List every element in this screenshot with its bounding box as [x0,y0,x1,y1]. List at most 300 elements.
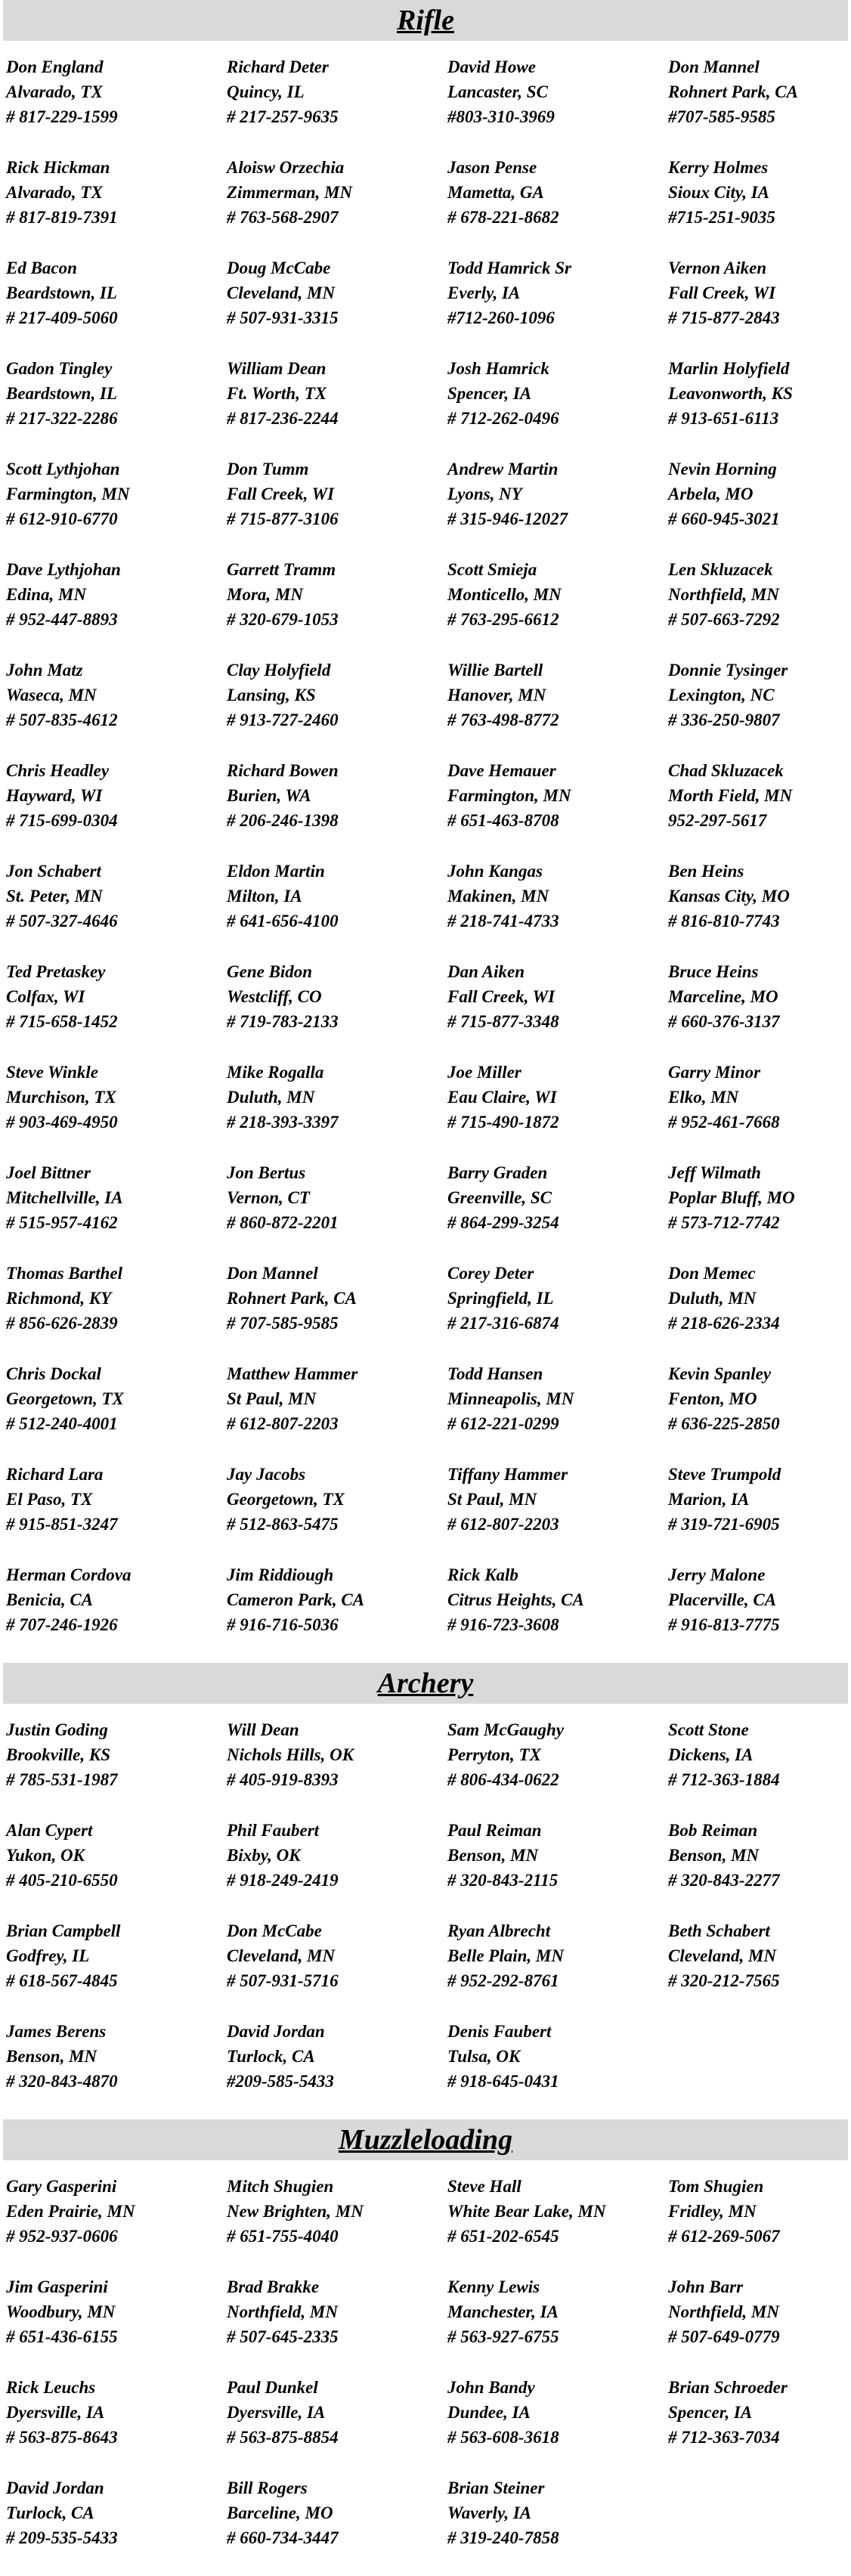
contact-entry [227,2174,447,2274]
contact-name: William Dean [227,359,326,378]
contact-phone: # 916-813-7775 [668,1615,780,1634]
contact-name: Kenny Lewis [447,2277,540,2296]
contact-phone: # 507-931-3315 [227,308,339,327]
contact-location: Everly, IA [447,283,521,302]
contact-entry [668,356,851,457]
contact-entry [668,1818,851,1918]
contact-location: Eden Prairie, MN [6,2202,135,2221]
contact-location: Fenton, MO [668,1389,757,1408]
contact-location: Duluth, MN [668,1289,757,1308]
contact-name: Barry Graden [447,1163,548,1182]
contact-name: Alan Cypert [6,1821,93,1840]
contact-location: Benson, MN [6,2047,97,2066]
contact-entry [227,255,447,356]
contact-entry [6,758,227,859]
contact-name: Paul Dunkel [227,2378,318,2397]
contact-name: Garrett Tramm [227,560,336,579]
contact-phone: # 507-663-7292 [668,610,780,629]
contact-entry [668,457,851,557]
contact-location: Dundee, IA [447,2403,531,2422]
contact-name: Eldon Martin [227,862,325,881]
contact-entry [6,1160,227,1261]
contact-location: Benson, MN [668,1846,760,1865]
contact-location: Beardstown, IL [6,283,117,302]
contact-location: Zimmerman, MN [227,183,353,202]
contact-name: Todd Hamrick Sr [447,259,572,277]
contact-phone: # 612-910-6770 [6,509,118,528]
contact-phone: # 563-608-3618 [447,2428,559,2447]
contact-location: Burien, WA [227,786,311,805]
contact-location: Colfax, WI [6,987,85,1006]
contact-name: Kerry Holmes [668,158,769,177]
contact-entry [447,1562,668,1663]
contact-phone: # 336-250-9807 [668,711,780,729]
contact-location: Vernon, CT [227,1188,310,1207]
contact-location: Bixby, OK [227,1846,301,1865]
contact-name: Don Memec [668,1264,756,1283]
contact-name: Beth Schabert [668,1921,770,1940]
contact-entry [447,1818,668,1918]
contact-phone: # 319-240-7858 [447,2528,559,2547]
contact-name: Scott Lythjohan [6,460,120,478]
contact-location: Belle Plain, MN [447,1946,564,1965]
contact-phone: # 952-292-8761 [447,1971,559,1990]
contact-name: Ted Pretaskey [6,962,106,981]
contact-phone: # 563-875-8643 [6,2428,118,2447]
contact-phone: # 817-819-7391 [6,208,118,227]
contact-phone: # 707-246-1926 [6,1615,118,1634]
contact-name: Garry Minor [668,1063,761,1082]
contact-location: Kansas City, MO [668,887,790,906]
contact-name: Brad Brakke [227,2277,320,2296]
contact-name: Don England [6,57,104,76]
contact-name: Willie Bartell [447,661,543,680]
contact-phone: #803-310-3969 [447,107,555,126]
contact-entry [668,1562,851,1663]
contact-name: Joe Miller [447,1063,521,1082]
contact-name: Mike Rogalla [227,1063,324,1082]
contact-name: Jerry Malone [668,1565,766,1584]
contact-location: Lyons, NY [447,485,522,503]
contact-phone: # 915-851-3247 [6,1515,118,1534]
contact-name: David Jordan [6,2478,104,2497]
contact-grid-muzzleloading [0,2160,851,2576]
contact-entry [227,1060,447,1160]
contact-entry [227,1361,447,1462]
contact-name: Sam McGaughy [447,1720,564,1739]
contact-name: Clay Holyfield [227,661,331,680]
contact-name: Corey Deter [447,1264,534,1283]
contact-location: Fall Creek, WI [447,987,555,1006]
contact-entry [227,1918,447,2019]
contact-name: Don Tumm [227,460,309,478]
contact-phone: # 719-783-2133 [227,1012,339,1031]
contact-phone: # 218-741-4733 [447,912,559,930]
contact-phone: # 320-843-4870 [6,2072,118,2091]
contact-location: Marceline, MO [668,987,778,1006]
contact-entry [6,557,227,658]
contact-name: Jeff Wilmath [668,1163,761,1182]
contact-entry [447,155,668,255]
contact-phone: # 573-712-7742 [668,1213,780,1232]
contact-location: Greenville, SC [447,1188,552,1207]
contact-entry [6,1918,227,2019]
contact-location: Yukon, OK [6,1846,85,1865]
contact-phone: # 913-727-2460 [227,711,339,729]
contact-phone: # 763-568-2907 [227,208,339,227]
contact-location: Westcliff, CO [227,987,322,1006]
contact-phone: #712-260-1096 [447,308,555,327]
contact-entry [6,1562,227,1663]
contact-location: Minneapolis, MN [447,1389,574,1408]
contact-phone: # 916-716-5036 [227,1615,339,1634]
contact-location: Lancaster, SC [447,82,548,101]
contact-location: St Paul, MN [447,1490,537,1509]
contact-name: Marlin Holyfield [668,359,790,378]
contact-entry [668,2375,851,2475]
contact-name: Tom Shugien [668,2177,764,2196]
contact-name: Brian Schroeder [668,2378,788,2397]
contact-phone: # 651-755-4040 [227,2227,339,2246]
contact-name: Josh Hamrick [447,359,549,378]
contact-phone: # 218-393-3397 [227,1113,339,1132]
contact-entry [227,557,447,658]
contact-entry [227,2475,447,2576]
contact-phone: # 952-447-8893 [6,610,118,629]
contact-name: John Bandy [447,2378,535,2397]
contact-name: Jon Bertus [227,1163,306,1182]
contact-name: Thomas Barthel [6,1264,123,1283]
contact-name: Matthew Hammer [227,1364,358,1383]
contact-location: Manchester, IA [447,2302,559,2321]
contact-phone: # 612-807-2203 [447,1515,559,1534]
contact-phone: # 864-299-3254 [447,1213,559,1232]
contact-name: Kevin Spanley [668,1364,772,1383]
contact-phone: 952-297-5617 [668,811,767,830]
contact-location: Alvarado, TX [6,183,103,202]
contact-location: Barceline, MO [227,2503,333,2522]
contact-name: Dave Hemauer [447,761,556,780]
contact-location: Eau Claire, WI [447,1088,557,1107]
contact-location: Woodbury, MN [6,2302,116,2321]
contact-name: Richard Deter [227,57,329,76]
contact-name: Jay Jacobs [227,1465,306,1484]
contact-entry [668,959,851,1060]
contact-location: Dickens, IA [668,1745,754,1764]
contact-phone: # 651-463-8708 [447,811,559,830]
contact-phone: # 913-651-6113 [668,409,779,428]
contact-phone: # 320-843-2277 [668,1871,780,1890]
contact-location: Benicia, CA [6,1590,94,1609]
contact-entry [447,758,668,859]
contact-location: Placerville, CA [668,1590,777,1609]
contact-name: Dave Lythjohan [6,560,121,579]
contact-phone: # 763-498-8772 [447,711,559,729]
contact-entry [6,255,227,356]
contact-entry [6,356,227,457]
contact-location: Cleveland, MN [227,283,336,302]
contact-phone: # 817-229-1599 [6,107,118,126]
contact-location: Farmington, MN [447,786,571,805]
contact-entry [668,2174,851,2274]
contact-name: Brian Campbell [6,1921,121,1940]
contact-phone: # 651-202-6545 [447,2227,559,2246]
contact-location: Tulsa, OK [447,2047,521,2066]
contact-entry [447,557,668,658]
contact-phone: # 715-658-1452 [6,1012,118,1031]
contact-phone: # 507-649-0779 [668,2327,780,2346]
contact-phone: # 515-957-4162 [6,1213,118,1232]
contact-phone: # 918-645-0431 [447,2072,559,2091]
contact-phone: # 918-249-2419 [227,1871,339,1890]
contact-phone: # 320-212-7565 [668,1971,780,1990]
contact-location: Northfield, MN [227,2302,338,2321]
contact-location: Waverly, IA [447,2503,532,2522]
contact-entry [668,557,851,658]
contact-name: Will Dean [227,1720,299,1739]
contact-location: Lansing, KS [227,686,316,704]
contact-entry [447,1261,668,1361]
contact-entry [6,658,227,758]
section-title: Muzzleloading [338,2124,513,2156]
contact-phone: # 817-236-2244 [227,409,339,428]
contact-entry [227,1160,447,1261]
contact-name: Steve Winkle [6,1063,99,1082]
contact-phone: # 707-585-9585 [227,1314,339,1333]
contact-phone: # 405-919-8393 [227,1770,339,1789]
section-header-archery [3,1663,848,1704]
contact-grid-archery [0,1704,851,2119]
contact-phone: # 806-434-0622 [447,1770,559,1789]
contact-phone: # 715-490-1872 [447,1113,559,1132]
contact-name: Jon Schabert [6,862,101,881]
contact-name: Vernon Aiken [668,259,767,277]
contact-location: Arbela, MO [668,485,754,503]
contact-location: Sioux City, IA [668,183,769,202]
contact-entry [447,255,668,356]
contact-name: Gary Gasperini [6,2177,117,2196]
contact-entry [447,1918,668,2019]
contact-location: Beardstown, IL [6,384,117,403]
section-title: Archery [377,1667,474,1699]
contact-location: White Bear Lake, MN [447,2202,606,2221]
contact-phone: #707-585-9585 [668,107,775,126]
contact-name: Bill Rogers [227,2478,308,2497]
contact-phone: # 209-535-5433 [6,2528,118,2547]
contact-entry [6,155,227,255]
contact-phone: # 507-645-2335 [227,2327,339,2346]
contact-name: Bruce Heins [668,962,759,981]
contact-location: Mitchellville, IA [6,1188,123,1207]
contact-phone: # 217-409-5060 [6,308,118,327]
contact-location: Hanover, MN [447,686,546,704]
contact-phone: # 507-835-4612 [6,711,118,729]
contact-name: Ed Bacon [6,259,77,277]
contact-name: Richard Bowen [227,761,339,780]
contact-location: Dyersville, IA [227,2403,326,2422]
contact-entry [6,2475,227,2576]
contact-entry [227,2019,447,2119]
contact-location: Elko, MN [668,1088,739,1107]
contact-location: Spencer, IA [668,2403,753,2422]
contact-entry [6,2174,227,2274]
contact-name: Gene Bidon [227,962,313,981]
contact-entry [668,1160,851,1261]
contact-entry [668,658,851,758]
contact-phone: # 217-322-2286 [6,409,118,428]
contact-phone: # 860-872-2201 [227,1213,339,1232]
contact-location: New Brighten, MN [227,2202,364,2221]
contact-location: Fall Creek, WI [668,283,776,302]
contact-entry [6,1060,227,1160]
contact-phone: # 641-656-4100 [227,912,339,930]
contact-phone: # 660-734-3447 [227,2528,339,2547]
contact-phone: # 660-945-3021 [668,509,780,528]
contact-location: Waseca, MN [6,686,97,704]
contact-phone: # 217-257-9635 [227,107,339,126]
contact-name: Rick Leuchs [6,2378,96,2397]
contact-name: Gadon Tingley [6,359,113,378]
contact-entry [6,2274,227,2375]
contact-entry [6,1717,227,1818]
contact-name: Tiffany Hammer [447,1465,568,1484]
contact-entry [6,1462,227,1562]
contact-name: Don McCabe [227,1921,322,1940]
contact-phone: # 612-221-0299 [447,1414,559,1433]
contact-location: Lexington, NC [668,686,775,704]
contact-phone: # 952-461-7668 [668,1113,780,1132]
contact-entry [447,1462,668,1562]
contact-phone: # 715-877-2843 [668,308,780,327]
contact-entry [6,457,227,557]
contact-location: Turlock, CA [227,2047,315,2066]
contact-phone: # 320-843-2115 [447,1871,559,1890]
contact-phone: # 563-875-8854 [227,2428,339,2447]
contact-entry [447,658,668,758]
contact-entry [227,2375,447,2475]
contact-entry [227,54,447,155]
contact-entry [227,859,447,959]
contact-entry [668,758,851,859]
contact-location: St Paul, MN [227,1389,317,1408]
contact-entry [447,2174,668,2274]
contact-location: Turlock, CA [6,2503,94,2522]
contact-name: Denis Faubert [447,2022,552,2041]
contact-entry [227,1261,447,1361]
contact-location: Hayward, WI [6,786,103,805]
contact-entry [668,54,851,155]
contact-phone: # 320-679-1053 [227,610,339,629]
contact-entry [447,959,668,1060]
contact-phone: # 507-327-4646 [6,912,118,930]
contact-phone: # 405-210-6550 [6,1871,118,1890]
contact-phone: #209-585-5433 [227,2072,334,2091]
contact-entry [6,54,227,155]
contact-location: Mora, MN [227,585,303,604]
contact-location: Monticello, MN [447,585,562,604]
contact-name: Scott Smieja [447,560,537,579]
contact-entry [227,758,447,859]
contact-location: Spencer, IA [447,384,532,403]
contact-location: Cameron Park, CA [227,1590,365,1609]
contact-entry [447,1060,668,1160]
contact-phone: # 218-626-2334 [668,1314,780,1333]
contact-name: Richard Lara [6,1465,104,1484]
contact-entry [227,155,447,255]
contact-entry [447,356,668,457]
contact-entry [447,1361,668,1462]
contact-location: Brookville, KS [6,1745,111,1764]
contact-location: Cleveland, MN [668,1946,777,1965]
contact-name: Chris Dockal [6,1364,101,1383]
contact-name: David Jordan [227,2022,325,2041]
contact-entry [6,2375,227,2475]
contact-name: Jim Riddiough [227,1565,334,1584]
contact-name: Aloisw Orzechia [227,158,345,177]
contact-name: John Matz [6,661,83,680]
contact-entry [227,1818,447,1918]
contact-name: Steve Hall [447,2177,521,2196]
contact-phone: # 916-723-3608 [447,1615,559,1634]
contact-phone: # 763-295-6612 [447,610,559,629]
contact-phone: # 612-807-2203 [227,1414,339,1433]
contact-name: Ryan Albrecht [447,1921,551,1940]
contact-location: Nichols Hills, OK [227,1745,354,1764]
contact-location: Georgetown, TX [6,1389,124,1408]
contact-location: Citrus Heights, CA [447,1590,584,1609]
contact-entry [447,457,668,557]
contact-name: Jim Gasperini [6,2277,108,2296]
contact-entry [668,1060,851,1160]
contact-name: Chris Headley [6,761,110,780]
contact-grid-rifle [0,41,851,1663]
contact-name: Steve Trumpold [668,1465,781,1484]
contact-name: Don Mannel [668,57,760,76]
contact-phone: # 678-221-8682 [447,208,559,227]
contact-name: Rick Kalb [447,1565,518,1584]
contact-name: Rick Hickman [6,158,110,177]
contact-phone: # 712-363-1884 [668,1770,780,1789]
contact-entry [6,859,227,959]
contact-entry [227,959,447,1060]
contact-phone: #715-251-9035 [668,208,775,227]
contact-entry [447,54,668,155]
contact-location: Rohnert Park, CA [227,1289,357,1308]
contact-name: David Howe [447,57,536,76]
contact-name: Donnie Tysinger [668,661,788,680]
contact-location: Richmond, KY [6,1289,112,1308]
contact-name: Don Mannel [227,1264,318,1283]
contact-location: Mametta, GA [447,183,544,202]
contact-location: Dyersville, IA [6,2403,105,2422]
contact-location: Duluth, MN [227,1088,315,1107]
contact-location: Northfield, MN [668,2302,779,2321]
contact-location: Makinen, MN [447,887,549,906]
contact-entry [227,1462,447,1562]
contact-location: St. Peter, MN [6,887,103,906]
contact-name: John Kangas [447,862,543,881]
contact-location: Alvarado, TX [6,82,103,101]
contact-phone: # 651-436-6155 [6,2327,118,2346]
contact-phone: # 636-225-2850 [668,1414,780,1433]
contact-name: James Berens [6,2022,107,2041]
contact-entry [668,1462,851,1562]
contact-name: Len Skluzacek [668,560,773,579]
contact-name: Doug McCabe [227,259,331,277]
contact-phone: # 712-363-7034 [668,2428,780,2447]
contact-phone: # 715-699-0304 [6,811,118,830]
contact-name: Andrew Martin [447,460,559,478]
